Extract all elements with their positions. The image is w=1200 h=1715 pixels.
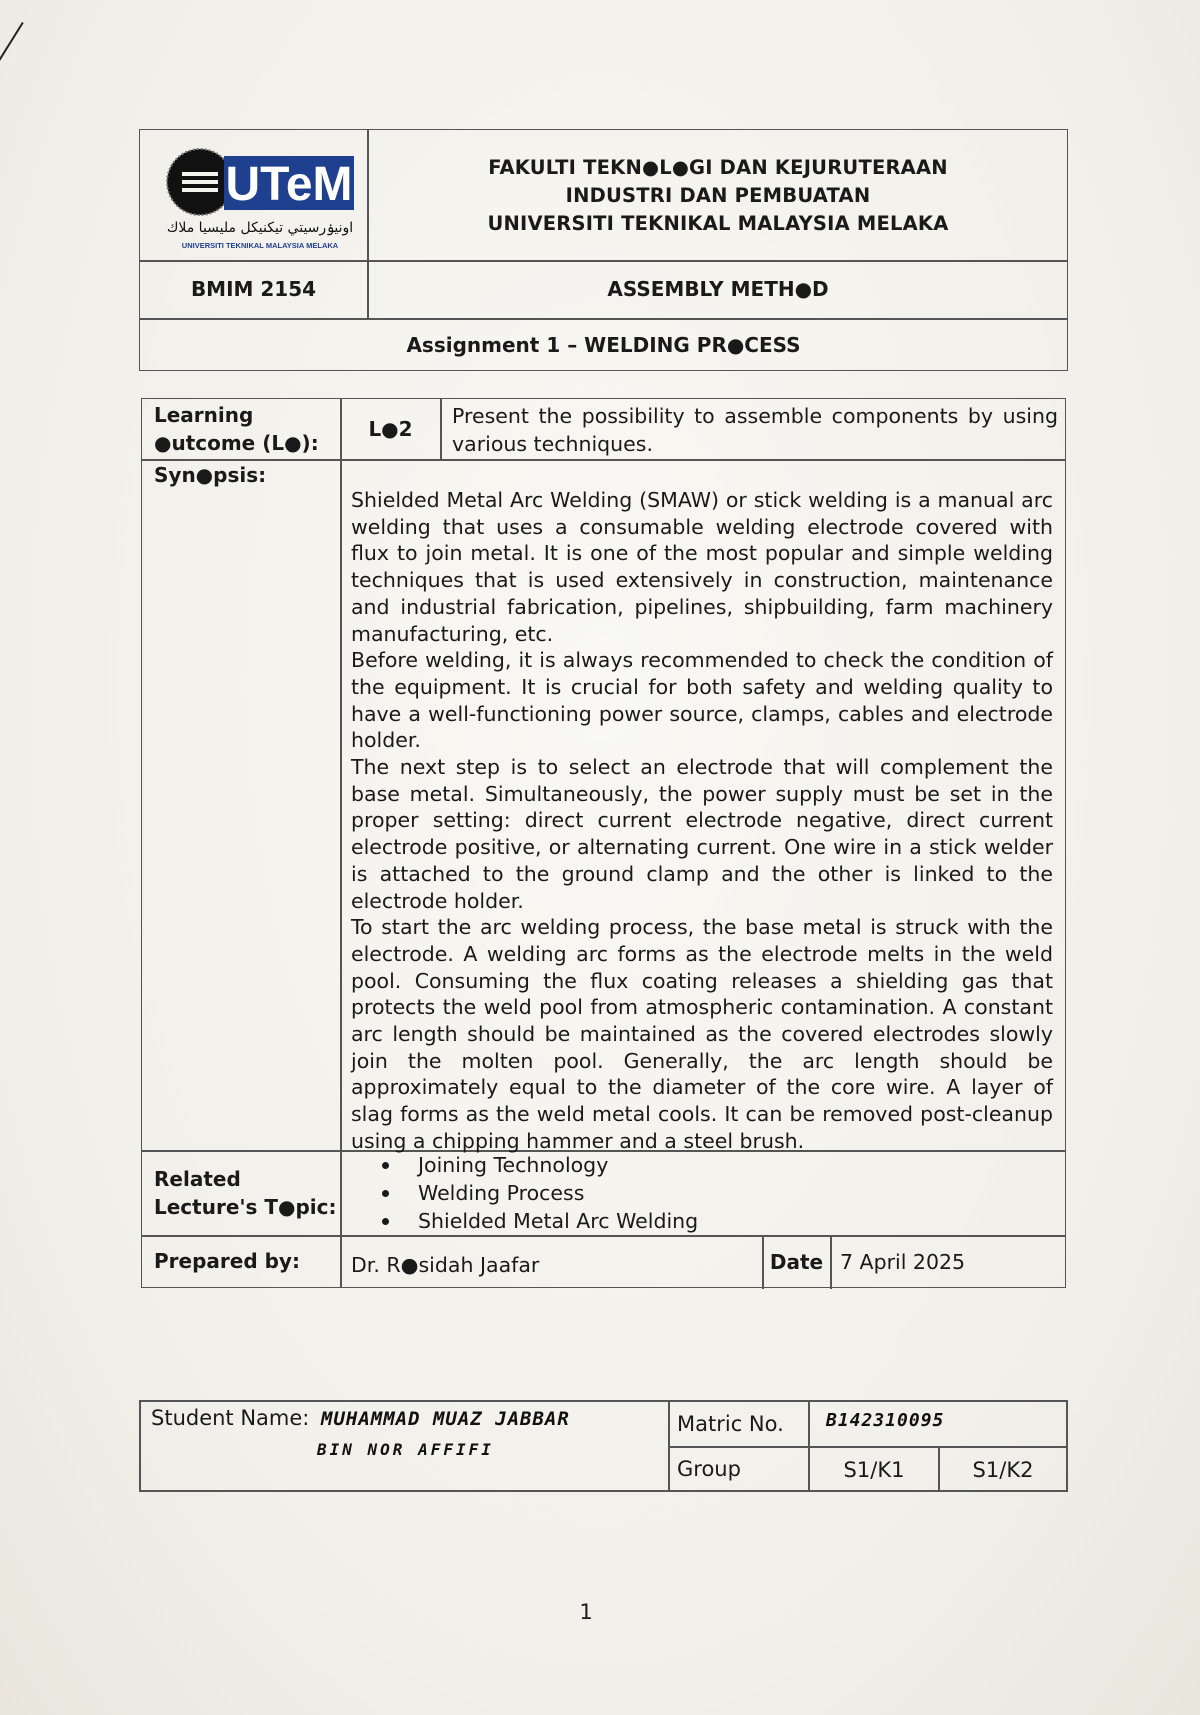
header-block bbox=[139, 129, 1068, 371]
divider bbox=[142, 459, 1065, 461]
group-label: Group bbox=[677, 1457, 741, 1481]
synopsis-paragraph: Shielded Metal Arc Welding (SMAW) or stick welding is a manual arc welding that uses a consumable welding electrode covered with flux to join metal. It is one of the most popular and simple welding techniques that is used extensively in construction, maintenance and industrial fabrication, pipelines, shipbuilding, farm machinery manufacturing, etc. bbox=[351, 488, 1053, 646]
student-name-label: Student Name: bbox=[151, 1406, 310, 1430]
group-option-s1k2[interactable]: S1/K2 bbox=[972, 1458, 1034, 1482]
student-info-table bbox=[139, 1400, 1068, 1492]
learning-outcome-label bbox=[154, 401, 319, 457]
faculty-line2: INDUSTRI DAN PEMBUATAN bbox=[565, 184, 871, 207]
divider bbox=[440, 399, 442, 459]
pen-mark bbox=[0, 22, 24, 67]
assignment-table bbox=[141, 398, 1066, 1288]
course-code: BMIM 2154 bbox=[190, 277, 317, 301]
logo-arabic: اونيۏرسيتي تيكنيكل مليسيا ملاك bbox=[166, 220, 354, 236]
utem-logo bbox=[160, 142, 360, 252]
synopsis-label: Syn●psis: bbox=[154, 463, 267, 487]
divider bbox=[830, 1235, 832, 1289]
topic-list bbox=[382, 1151, 698, 1235]
student-name-field[interactable]: MUHAMMAD MUAZ JABBAR bbox=[321, 1408, 570, 1430]
list-item: Joining Technology bbox=[382, 1151, 698, 1179]
synopsis-paragraph: The next step is to select an electrode that will complement the base metal. Simultaneously, the power supply must be set in the proper setting: direct current electrode negative, direct current electrode positive, or alternating current. One wire in a stick welder is attached to the ground clamp and the other is linked to the electrode holder. bbox=[351, 755, 1053, 913]
date-value: 7 April 2025 bbox=[840, 1250, 966, 1274]
label-line: Learning bbox=[154, 403, 254, 427]
label-line: Lecture's T●pic: bbox=[154, 1195, 337, 1219]
university-name: UNIVERSITI TEKNIKAL MALAYSIA MELAKA bbox=[487, 212, 949, 235]
logo-wordmark: UTeM bbox=[225, 158, 353, 211]
learning-outcome-text: Present the possibility to assemble components by using various techniques. bbox=[452, 404, 1058, 456]
page-number: 1 bbox=[579, 1600, 593, 1624]
list-item: Welding Process bbox=[382, 1179, 698, 1207]
synopsis-paragraph: Before welding, it is always recommended to check the condition of the equipment. It is crucial for both safety and welding quality to have a well-functioning power source, clamps, cables and electrode holder. bbox=[351, 648, 1053, 753]
synopsis-text bbox=[351, 487, 1053, 1155]
faculty-line1: FAKULTI TEKN●L●GI DAN KEJURUTERAAN bbox=[488, 156, 948, 179]
course-name: ASSEMBLY METH●D bbox=[607, 277, 829, 301]
related-topic-label bbox=[154, 1165, 337, 1221]
group-option-s1k1[interactable]: S1/K1 bbox=[843, 1458, 905, 1482]
date-label: Date bbox=[769, 1250, 824, 1274]
assignment-title: Assignment 1 – WELDING PR●CESS bbox=[406, 333, 801, 357]
divider bbox=[340, 399, 342, 1287]
label-line: ●utcome (L●): bbox=[154, 431, 319, 455]
student-name-field-line2[interactable]: BIN NOR AFFIFI bbox=[317, 1440, 494, 1459]
prepared-by-label: Prepared by: bbox=[154, 1249, 300, 1273]
matric-label: Matric No. bbox=[677, 1412, 784, 1436]
prepared-by-name: Dr. R●sidah Jaafar bbox=[351, 1253, 540, 1277]
synopsis-paragraph: To start the arc welding process, the base metal is struck with the electrode. A welding arc forms as the electrode melts in the weld pool. Consuming the flux coating releases a shielding gas that protects the weld pool from atmospheric contamination. A constant arc length should be maintained as the covered electrodes slowly join the molten pool. Generally, the arc length should be approximately equal to the diameter of the core wire. A layer of slag forms as the weld metal cools. It can be removed post-cleanup using a chipping hammer and a steel brush. bbox=[351, 915, 1053, 1153]
matric-field[interactable]: B142310095 bbox=[826, 1410, 945, 1431]
learning-outcome-code: L●2 bbox=[368, 417, 413, 441]
list-item: Shielded Metal Arc Welding bbox=[382, 1207, 698, 1235]
logo-caption: UNIVERSITI TEKNIKAL MALAYSIA MELAKA bbox=[181, 241, 339, 250]
faculty-title bbox=[368, 154, 1068, 238]
label-line: Related bbox=[154, 1167, 241, 1191]
